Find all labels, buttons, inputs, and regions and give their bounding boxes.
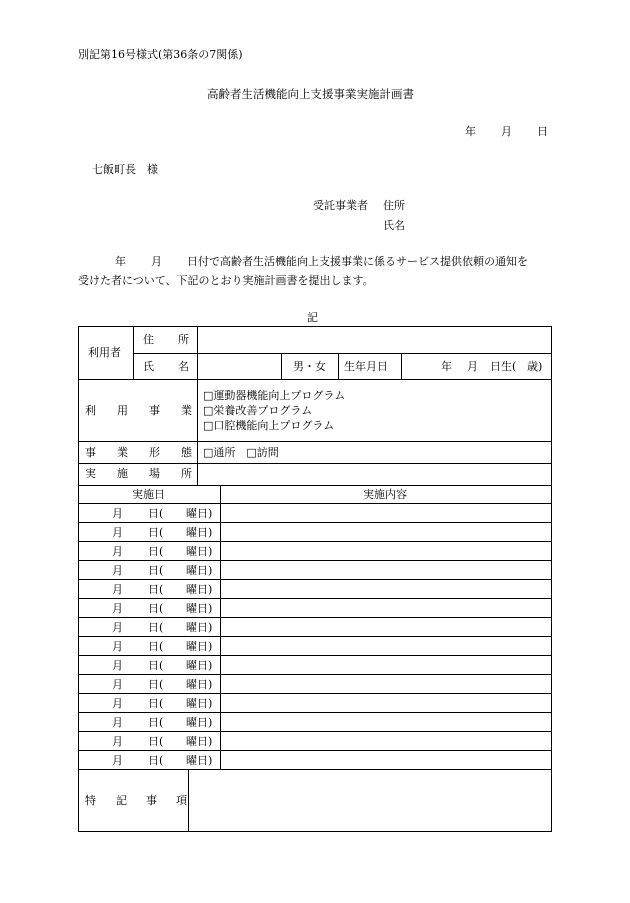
- schedule-month: 月: [112, 754, 123, 767]
- form-label-2: 業: [117, 446, 128, 459]
- address-label-2: 所: [178, 333, 189, 346]
- schedule-day: 日(: [148, 507, 164, 520]
- form-id: 別記第16号様式(第36条の7関係): [78, 48, 243, 61]
- schedule-weekday: 曜日): [186, 678, 213, 691]
- schedule-weekday: 曜日): [186, 507, 213, 520]
- name-label-2: 名: [178, 360, 189, 373]
- schedule-month: 月: [112, 583, 123, 596]
- schedule-weekday: 曜日): [186, 754, 213, 767]
- schedule-day: 日(: [148, 583, 164, 596]
- schedule-day: 日(: [148, 754, 164, 767]
- service-label-1: 利: [85, 404, 96, 417]
- schedule-content-field[interactable]: [221, 694, 551, 712]
- schedule-month: 月: [112, 659, 123, 672]
- schedule-weekday: 曜日): [186, 545, 213, 558]
- address-label-1: 住: [143, 333, 154, 346]
- schedule-content-field[interactable]: [221, 523, 551, 541]
- place-label-4: 所: [181, 467, 192, 480]
- schedule-weekday: 曜日): [186, 564, 213, 577]
- form-label-4: 態: [181, 446, 192, 459]
- gender-options: 男・女: [293, 360, 326, 373]
- content-col-header: 実施内容: [363, 488, 407, 501]
- schedule-content-field[interactable]: [221, 656, 551, 674]
- notes-label-3: 事: [146, 794, 157, 807]
- schedule-content-field[interactable]: [221, 504, 551, 522]
- schedule-weekday: 曜日): [186, 583, 213, 596]
- schedule-month: 月: [112, 545, 123, 558]
- schedule-day: 日(: [148, 735, 164, 748]
- schedule-content-field[interactable]: [221, 675, 551, 693]
- schedule-day: 日(: [148, 526, 164, 539]
- contractor-label: 受託事業者: [313, 199, 368, 212]
- schedule-weekday: 曜日): [186, 697, 213, 710]
- schedule-weekday: 曜日): [186, 621, 213, 634]
- date-day: 日: [537, 125, 548, 138]
- schedule-weekday: 曜日): [186, 526, 213, 539]
- contractor-address-label: 住所: [383, 199, 405, 212]
- name-label-1: 氏: [143, 360, 154, 373]
- schedule-weekday: 曜日): [186, 602, 213, 615]
- schedule-day: 日(: [148, 545, 164, 558]
- birth-age: 歳): [527, 360, 543, 373]
- notes-field[interactable]: [189, 770, 551, 831]
- schedule-content-field[interactable]: [221, 561, 551, 579]
- date-month: 月: [501, 125, 512, 138]
- form-label-3: 形: [149, 446, 160, 459]
- birth-month: 月: [467, 360, 478, 373]
- birth-day: 日生(: [490, 360, 517, 373]
- date-year: 年: [465, 125, 476, 138]
- schedule-weekday: 曜日): [186, 659, 213, 672]
- schedule-day: 日(: [148, 602, 164, 615]
- program-option-3[interactable]: □口腔機能向上プログラム: [203, 419, 335, 432]
- schedule-content-field[interactable]: [221, 542, 551, 560]
- schedule-weekday: 曜日): [186, 640, 213, 653]
- body-line1: 日付で高齢者生活機能向上支援事業に係るサービス提供依頼の通知を: [187, 255, 528, 268]
- schedule-weekday: 曜日): [186, 735, 213, 748]
- schedule-month: 月: [112, 735, 123, 748]
- schedule-month: 月: [112, 602, 123, 615]
- place-label-3: 場: [149, 467, 160, 480]
- schedule-month: 月: [112, 716, 123, 729]
- contractor-name-label: 氏名: [383, 219, 405, 232]
- schedule-month: 月: [112, 564, 123, 577]
- addressee: 七飯町長 様: [92, 163, 158, 176]
- schedule-content-field[interactable]: [221, 618, 551, 636]
- body-year: 年: [115, 255, 126, 268]
- schedule-month: 月: [112, 697, 123, 710]
- schedule-day: 日(: [148, 716, 164, 729]
- schedule-month: 月: [112, 678, 123, 691]
- schedule-month: 月: [112, 640, 123, 653]
- schedule-month: 月: [112, 526, 123, 539]
- body-line2: 受けた者について、下記のとおり実施計画書を提出します。: [78, 274, 374, 287]
- notes-label-4: 項: [176, 794, 187, 807]
- schedule-day: 日(: [148, 621, 164, 634]
- form-label-1: 事: [85, 446, 96, 459]
- service-label-3: 事: [149, 404, 160, 417]
- schedule-content-field[interactable]: [221, 732, 551, 750]
- program-option-2[interactable]: □栄養改善プログラム: [203, 404, 313, 417]
- schedule-month: 月: [112, 621, 123, 634]
- body-month: 月: [151, 255, 162, 268]
- place-label-2: 施: [117, 467, 128, 480]
- schedule-day: 日(: [148, 640, 164, 653]
- schedule-day: 日(: [148, 659, 164, 672]
- place-label-1: 実: [85, 467, 96, 480]
- schedule-content-field[interactable]: [221, 599, 551, 617]
- program-option-1[interactable]: □運動器機能向上プログラム: [203, 389, 346, 402]
- service-label-4: 業: [181, 404, 192, 417]
- user-label: 利用者: [88, 346, 121, 359]
- notes-label-1: 特: [85, 794, 96, 807]
- birth-year: 年: [441, 360, 452, 373]
- schedule-content-field[interactable]: [221, 751, 551, 769]
- date-col-header: 実施日: [132, 488, 165, 501]
- document-title: 高齢者生活機能向上支援事業実施計画書: [207, 87, 414, 101]
- schedule-day: 日(: [148, 564, 164, 577]
- schedule-weekday: 曜日): [186, 716, 213, 729]
- birthdate-label: 生年月日: [344, 360, 388, 373]
- schedule-content-field[interactable]: [221, 713, 551, 731]
- schedule-day: 日(: [148, 678, 164, 691]
- schedule-content-field[interactable]: [221, 637, 551, 655]
- schedule-day: 日(: [148, 697, 164, 710]
- schedule-month: 月: [112, 507, 123, 520]
- ki-label: 記: [307, 311, 318, 324]
- schedule-content-field[interactable]: [221, 580, 551, 598]
- service-label-2: 用: [117, 404, 128, 417]
- notes-label-2: 記: [116, 794, 127, 807]
- form-options[interactable]: □通所 □訪問: [203, 446, 279, 459]
